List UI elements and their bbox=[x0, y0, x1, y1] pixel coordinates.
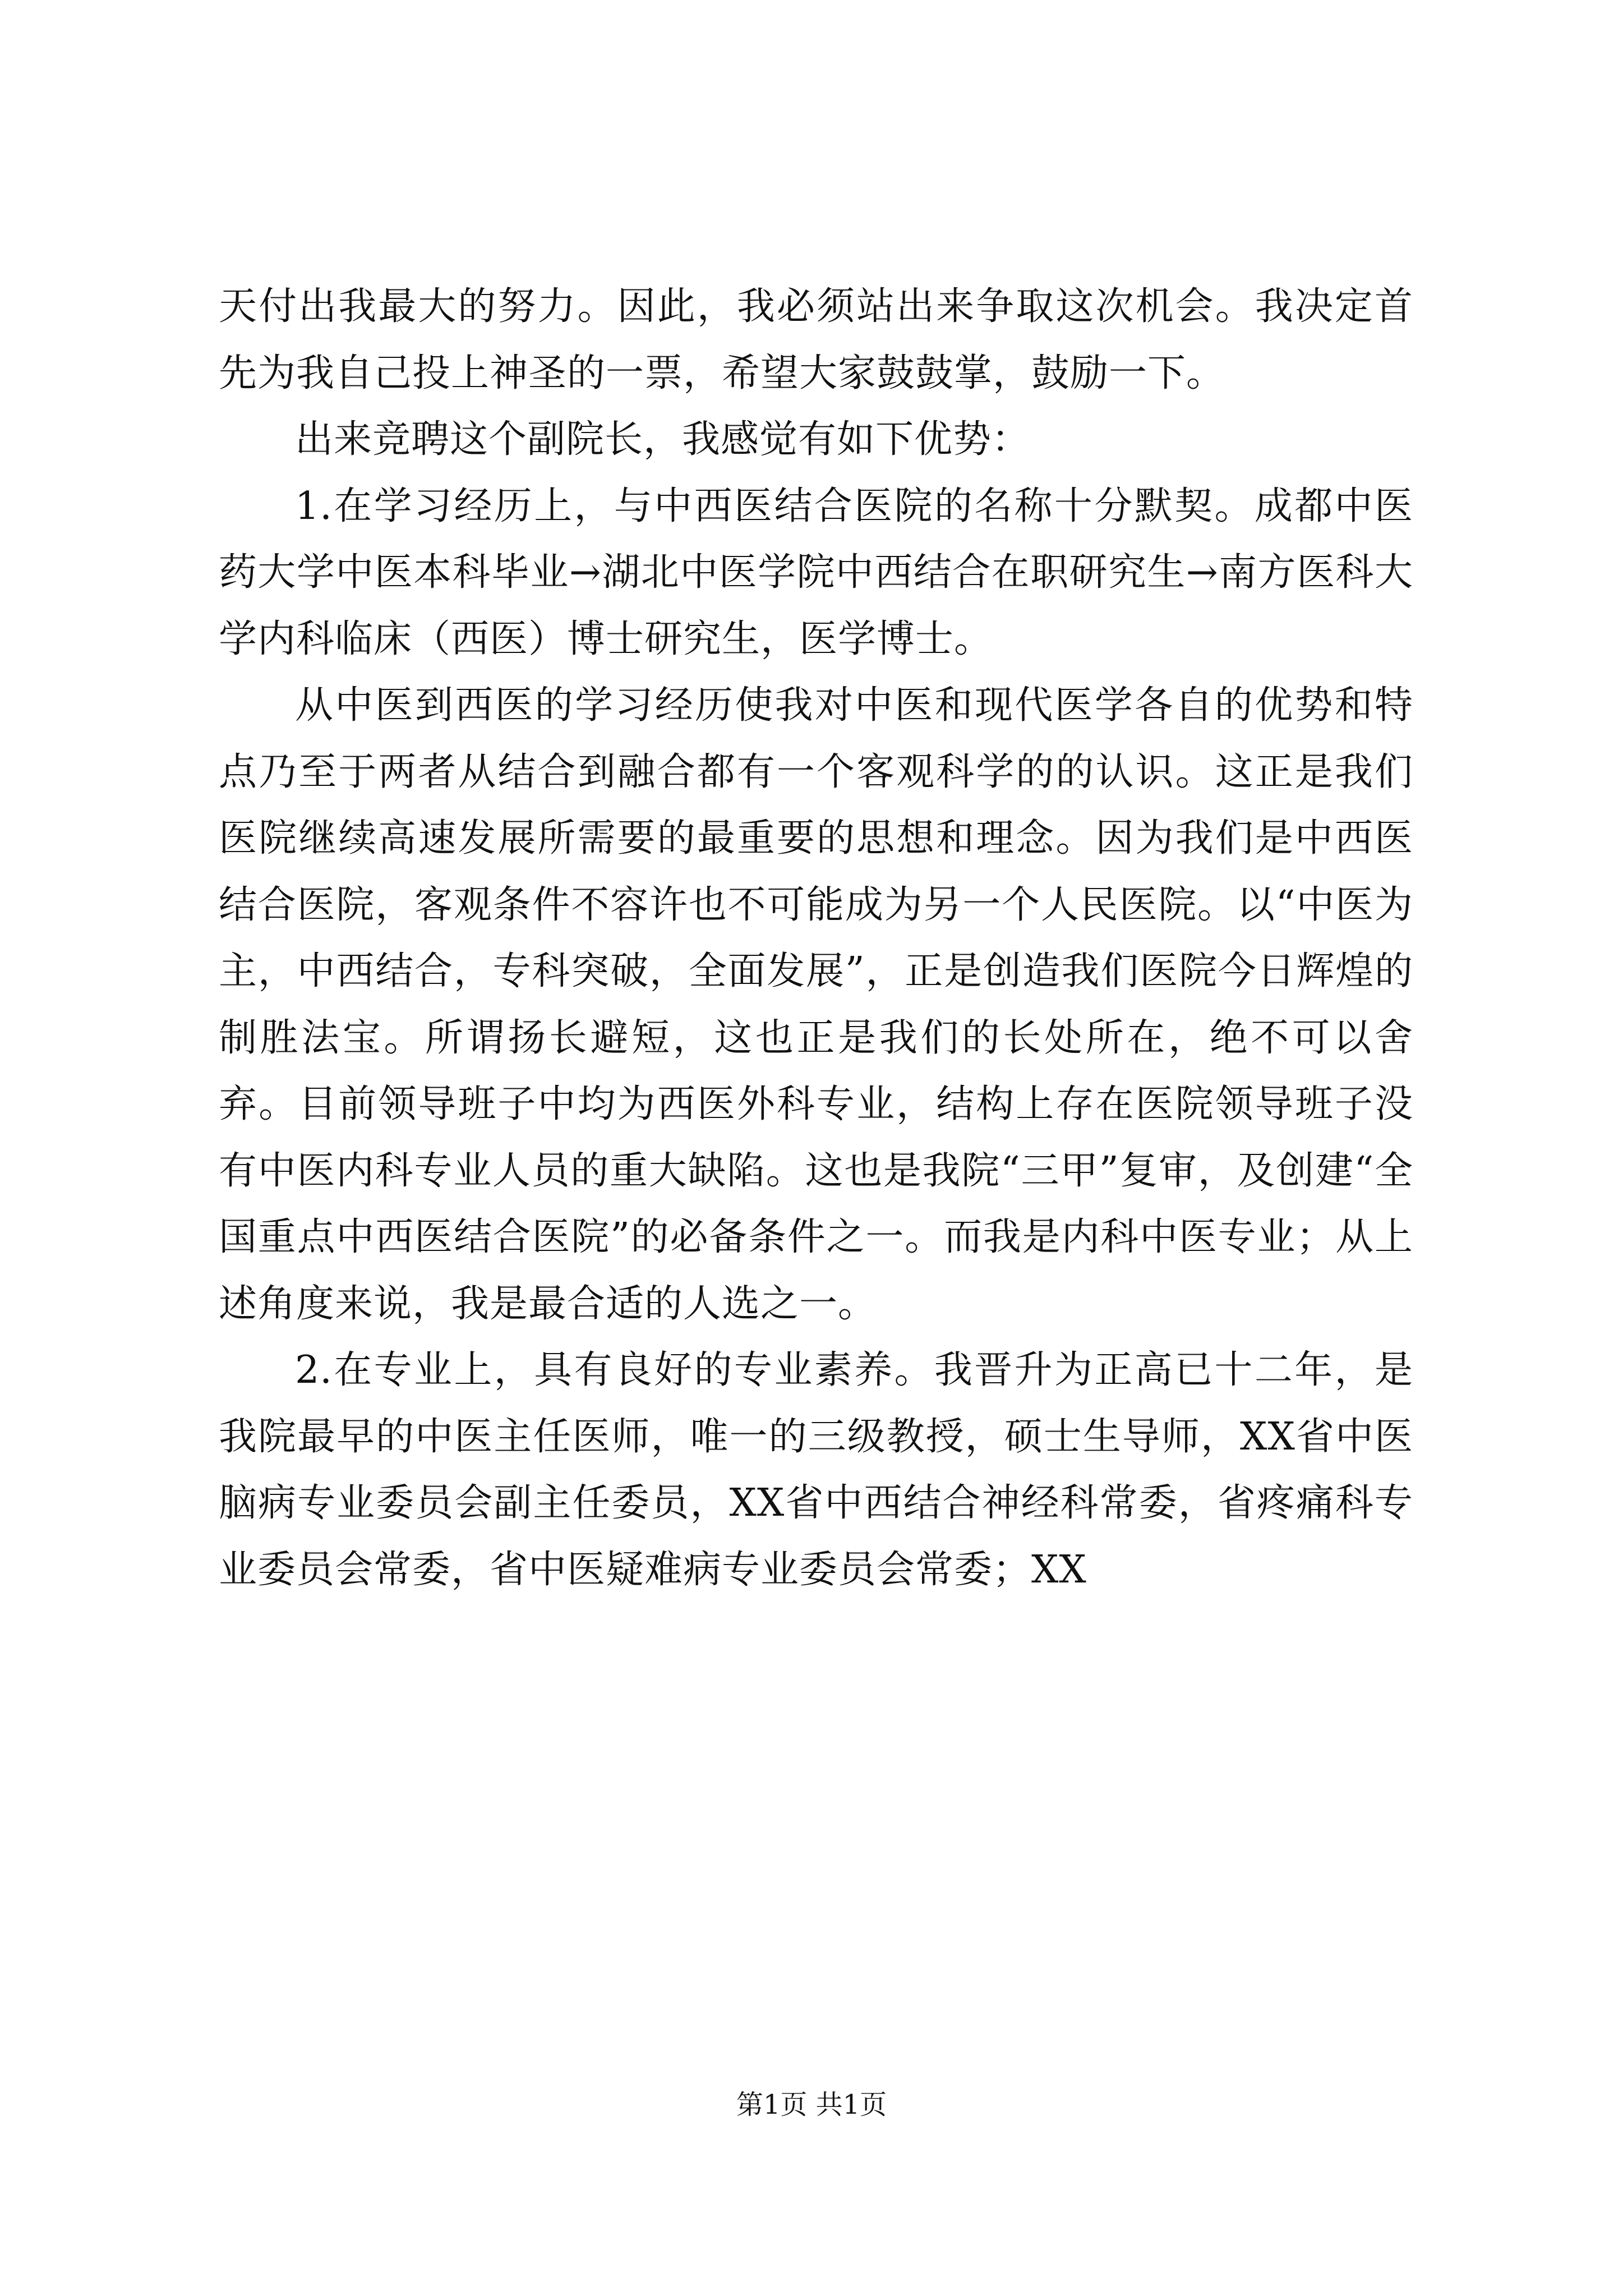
paragraph-point-1-discussion: 从中医到西医的学习经历使我对中医和现代医学各自的优势和特点乃至于两者从结合到融合都有一个客观科学的的认识。这正是我们医院继续高速发展所需要的最重要的思想和理念。因为我们是中西医结合医院，客观条件不容许也不可能成为另一个人民医院。以“中医为主，中西结合，专科突破，全面发展”，正是创造我们医院今日辉煌的制胜法宝。所谓扬长避短，这也正是我们的长处所在，绝不可以舍弃。目前领导班子中均为西医外科专业，结构上存在医院领导班子没有中医内科专业人员的重大缺陷。这也是我院“三甲”复审，及创建“全国重点中西医结合医院”的必备条件之一。而我是内科中医专业；从上述角度来说，我是最合适的人选之一。 bbox=[219, 683, 1413, 1326]
document-body bbox=[219, 274, 1413, 1603]
paragraph-point-1-education: 1.在学习经历上，与中西医结合医院的名称十分默契。成都中医药大学中医本科毕业→湖北中医学院中西结合在职研究生→南方医科大学内科临床（西医）博士研究生，医学博士。 bbox=[219, 484, 1413, 661]
paragraph-advantages-intro: 出来竞聘这个副院长，我感觉有如下优势： bbox=[295, 417, 1031, 462]
page-footer: 第1页 共1页 bbox=[736, 2089, 887, 2120]
paragraph-continuation: 天付出我最大的努力。因此，我必须站出来争取这次机会。我决定首先为我自己投上神圣的一票，希望大家鼓鼓掌，鼓励一下。 bbox=[219, 284, 1413, 395]
paragraph-point-2-professional: 2.在专业上，具有良好的专业素养。我晋升为正高已十二年，是我院最早的中医主任医师，唯一的三级教授，硕士生导师，XX省中医脑病专业委员会副主任委员，XX省中西结合神经科常委，省疼痛科专业委员会常委，省中医疑难病专业委员会常委；XX bbox=[219, 1348, 1413, 1592]
